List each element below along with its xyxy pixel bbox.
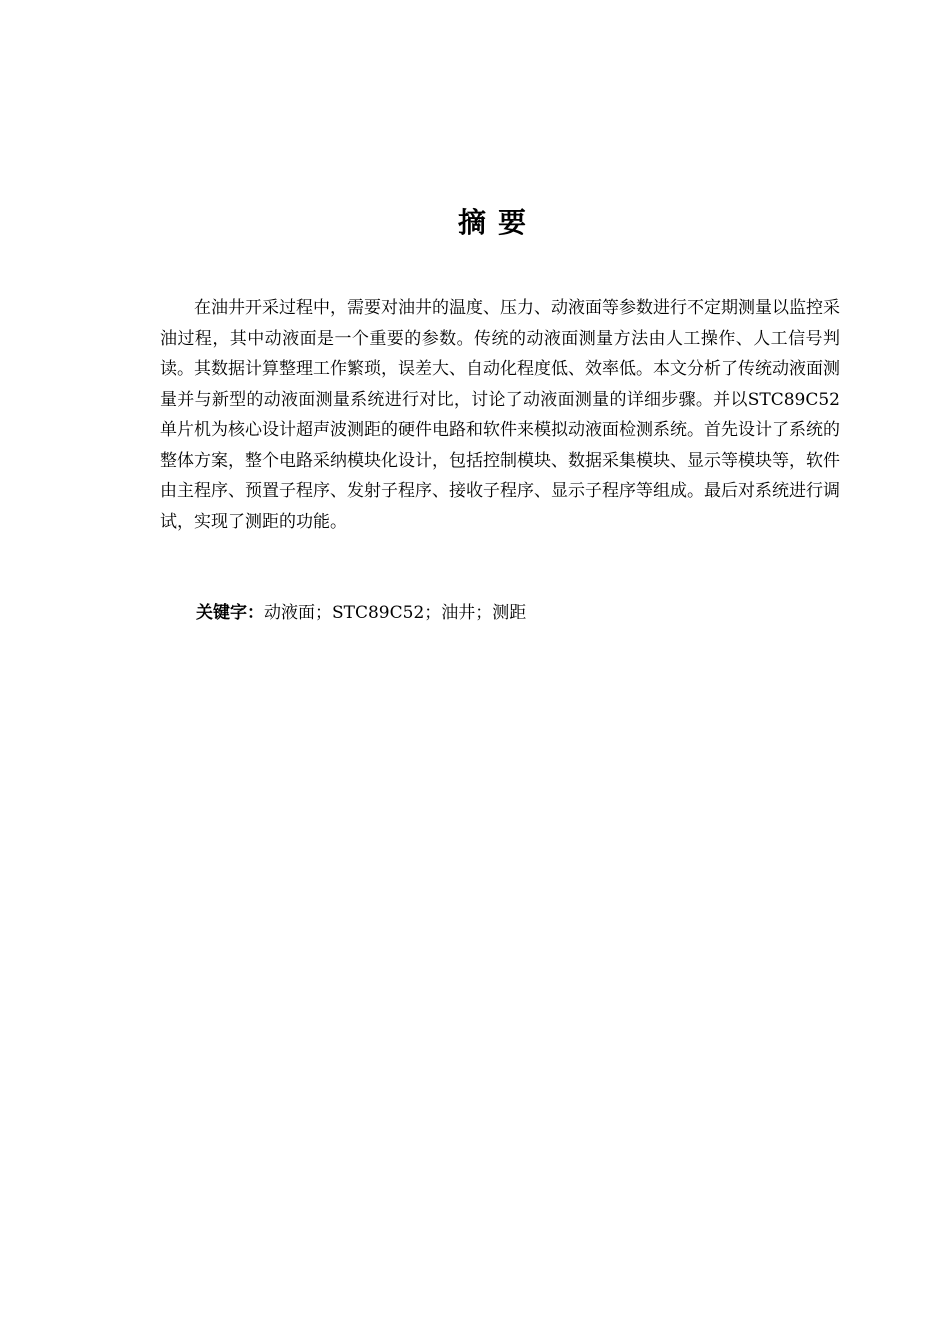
keywords-label: 关键字： xyxy=(196,603,264,623)
keywords-text: 动液面；STC89C52；油井；测距 xyxy=(264,603,527,623)
abstract-body xyxy=(160,293,840,537)
abstract-title: 摘要 xyxy=(457,206,538,239)
abstract-paragraph: 在油井开采过程中，需要对油井的温度、压力、动液面等参数进行不定期测量以监控采油过程，其中动液面是一个重要的参数。传统的动液面测量方法由人工操作、人工信号判读。其数据计算整理工作繁琐，误差大、自动化程度低、效率低。本文分析了传统动液面测量并与新型的动液面测量系统进行对比，讨论了动液面测量的详细步骤。并以STC89C52单片机为核心设计超声波测距的硬件电路和软件来模拟动液面检测系统。首先设计了系统的整体方案，整个电路采纳模块化设计，包括控制模块、数据采集模块、显示等模块等，软件由主程序、预置子程序、发射子程序、接收子程序、显示子程序等组成。最后对系统进行调试，实现了测距的功能。 xyxy=(160,298,840,532)
keywords-line xyxy=(196,598,526,628)
